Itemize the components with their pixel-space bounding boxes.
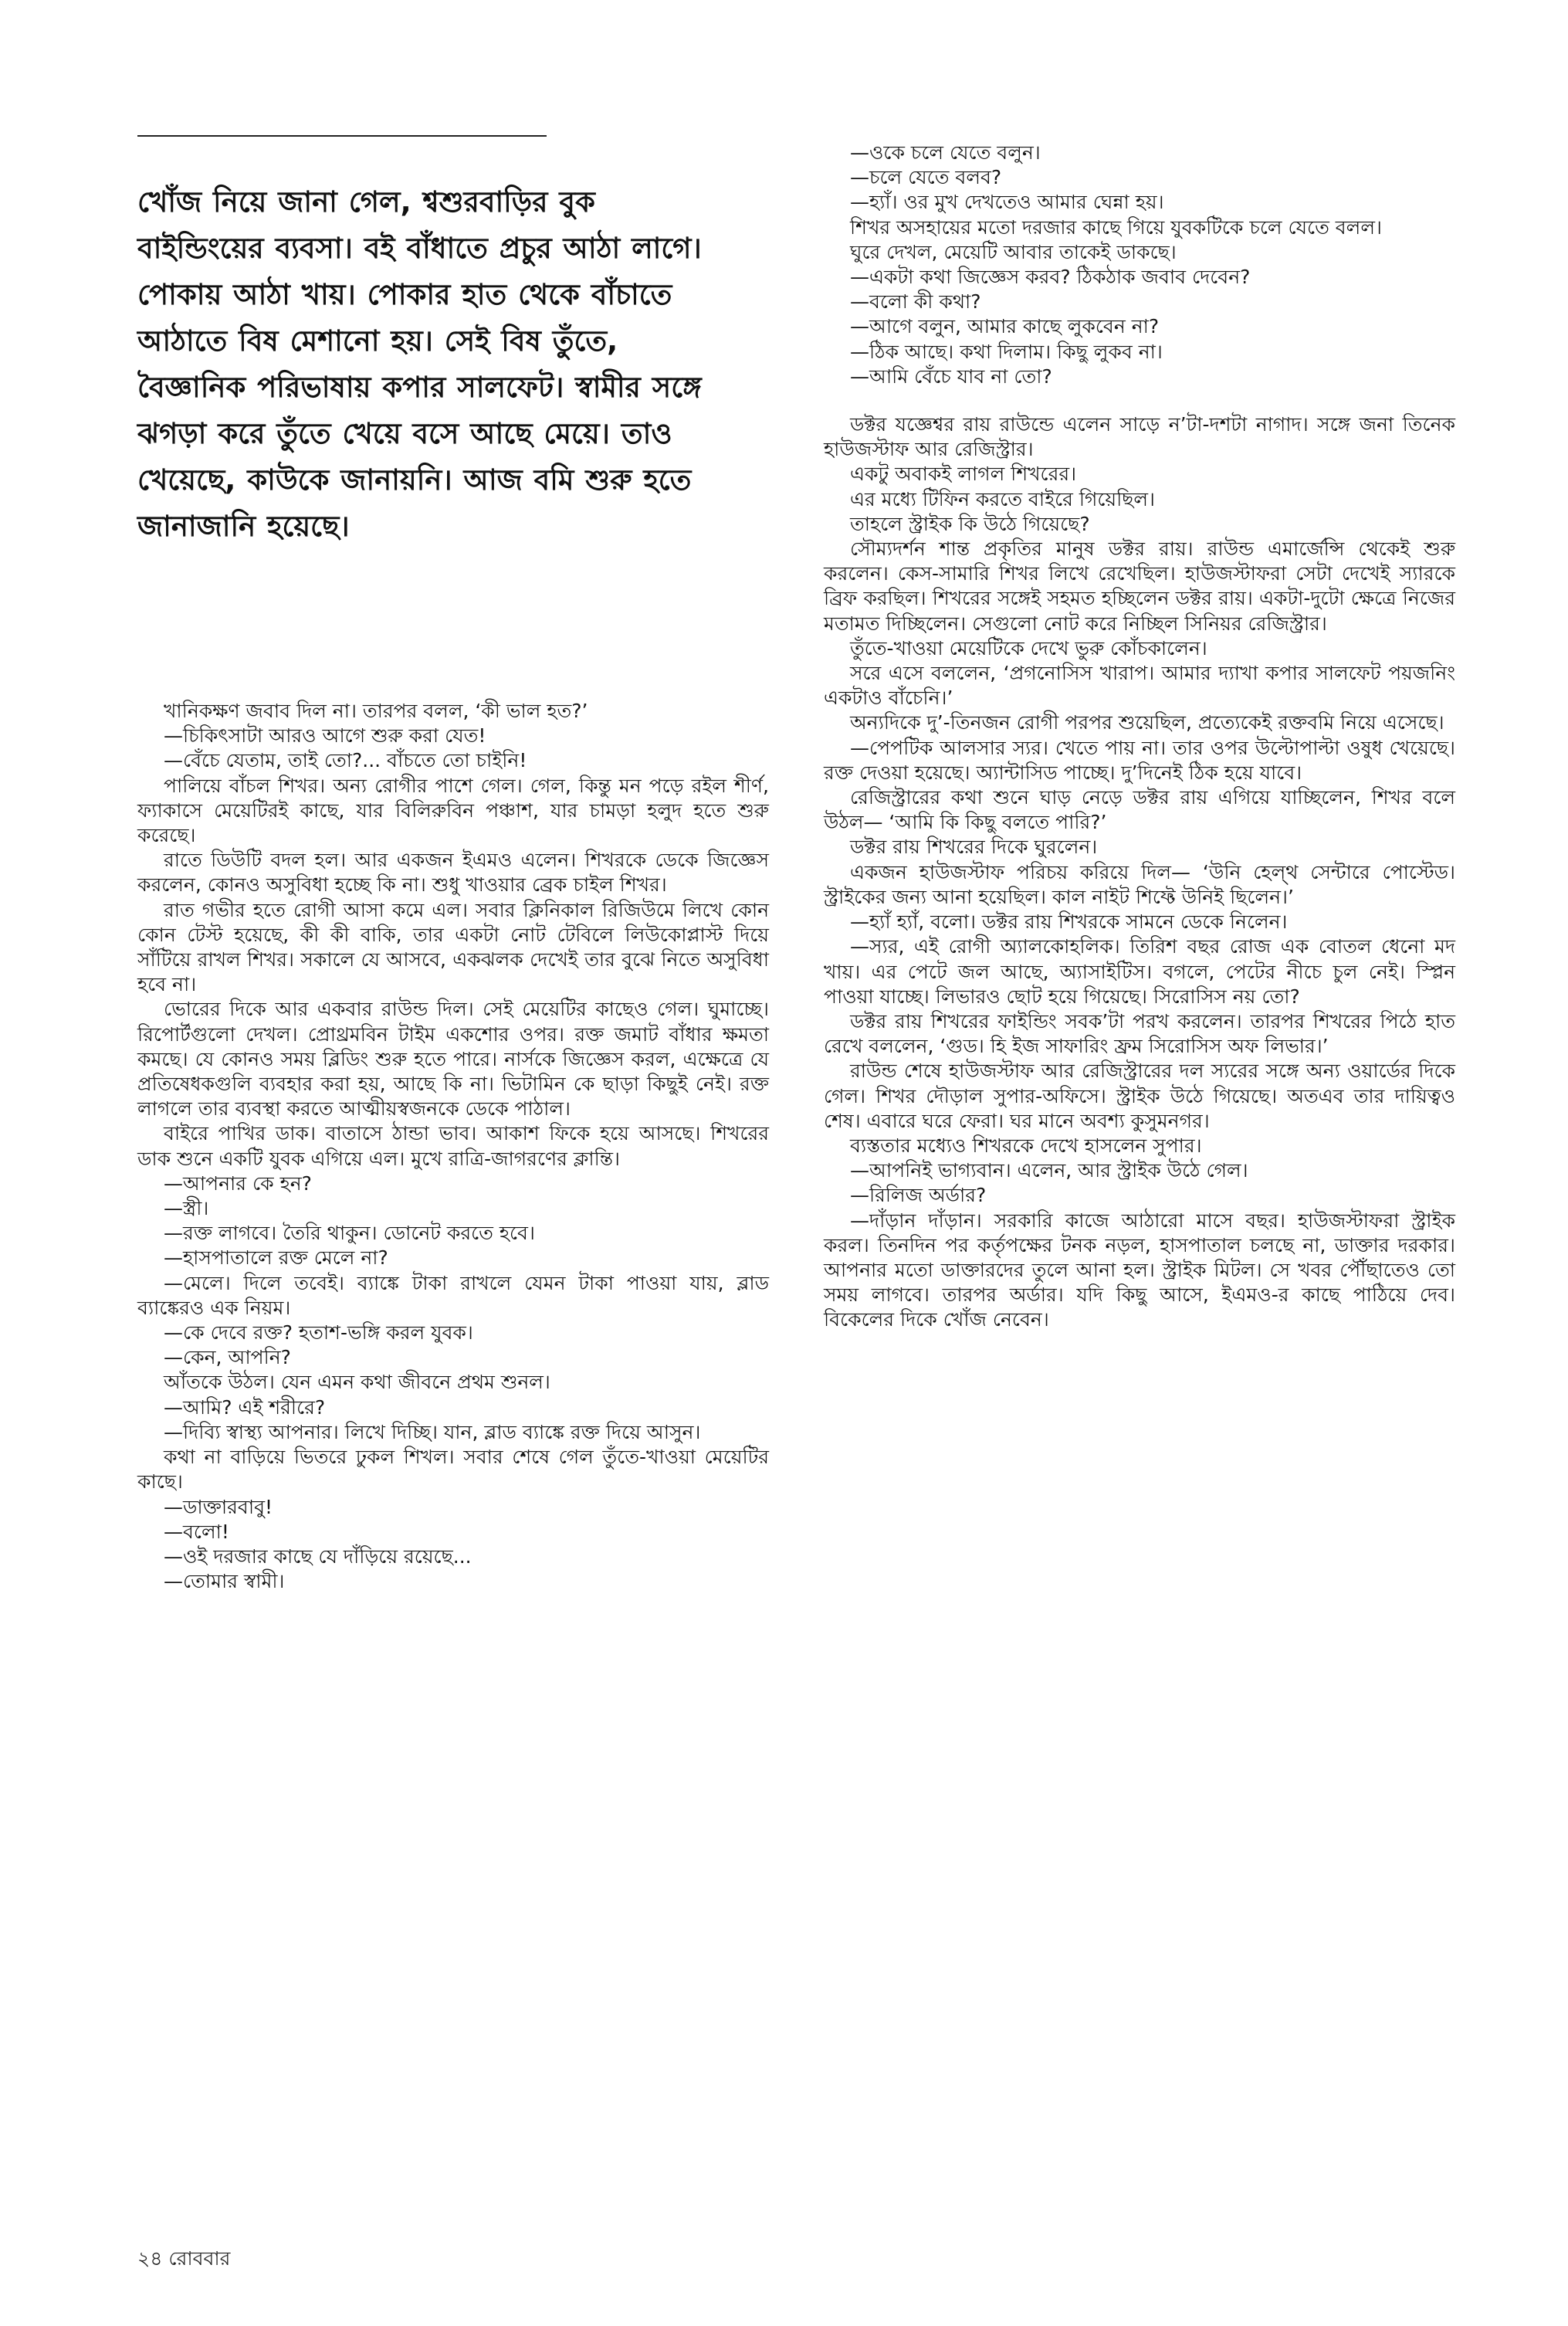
paragraph: একটু অবাকই লাগল শিখরের। [850,463,1077,486]
paragraph: —বলো কী কথা? [850,290,981,314]
paragraph: —বেঁচে যেতাম, তাই তো?... বাঁচতে তো চাইনি! [164,749,527,772]
right-column [824,141,1455,1333]
paragraph: —রক্ত লাগবে। তৈরি থাকুন। ডোনেট করতে হবে। [164,1222,535,1245]
paragraph: রাতে ডিউটি বদল হল। আর একজন ইএমও এলেন। শিখরকে ডেকে জিজ্ঞেস করলেন, কোনও অসুবিধা হচ্ছে কি না। শুধু খাওয়ার ব্রেক চাইল শিখর। [137,849,769,897]
pull-quote: খোঁজ নিয়ে জানা গেল, শ্বশুরবাড়ির বুক বাইন্ডিংয়ের ব্যবসা। বই বাঁধাতে প্রচুর আঠা লাগে। পোকায় আঠা খায়। পোকার হাত থেকে বাঁচাতে আঠাতে বিষ মেশানো হয়। সেই বিষ তুঁতে, বৈজ্ঞানিক পরিভাষায় কপার সালফেট। স্বামীর সঙ্গে ঝগড়া করে তুঁতে খেয়ে বসে আছে মেয়ে। তাও খেয়েছে, কাউকে জানায়নি। আজ বমি শুরু হতে জানাজানি হয়েছে। [137,185,702,543]
paragraph: খানিকক্ষণ জবাব দিল না। তারপর বলল, ‘কী ভাল হত?’ [164,700,588,722]
paragraph: কথা না বাড়িয়ে ভিতরে ঢুকল শিখল। সবার শেষে গেল তুঁতে-খাওয়া মেয়েটির কাছে। [137,1446,769,1494]
paragraph: —আমি বেঁচে যাব না তো? [850,364,1052,388]
paragraph: —কে দেবে রক্ত? হতাশ-ভঙ্গি করল যুবক। [164,1321,473,1344]
paragraph: —ওই দরজার কাছে যে দাঁড়িয়ে রয়েছে... [164,1544,472,1568]
paragraph: বাইরে পাখির ডাক। বাতাসে ঠান্ডা ভাব। আকাশ ফিকে হয়ে আসছে। শিখরের ডাক শুনে একটি যুবক এগিয়ে এল। মুখে রাত্রি-জাগরণের ক্লান্তি। [137,1122,769,1170]
paragraph: ঘুরে দেখল, মেয়েটি আবার তাকেই ডাকছে। [850,240,1177,263]
paragraph: রেজিস্ট্রারের কথা শুনে ঘাড় নেড়ে ডক্টর রায় এগিয়ে যাচ্ছিলেন, শিখর বলে উঠল— ‘আমি কি কিছু বলতে পারি?’ [824,786,1455,834]
paragraph: রাউন্ড শেষে হাউজস্টাফ আর রেজিস্ট্রারের দল স্যরের সঙ্গে অন্য ওয়ার্ডের দিকে গেল। শিখর দৌড়াল সুপার-অফিসে। স্ট্রাইক উঠে গিয়েছে। অতএব তার দায়িত্বও শেষ। এবারে ঘরে ফেরা। ঘর মানে অবশ্য কুসুমনগর। [824,1060,1455,1132]
paragraph: ডক্টর যজ্ঞেশ্বর রায় রাউন্ডে এলেন সাড়ে ন’টা-দশটা নাগাদ। সঙ্গে জনা তিনেক হাউজস্টাফ আর রেজিস্ট্রার। [824,413,1455,461]
paragraph: অন্যদিকে দু’-তিনজন রোগী পরপর শুয়েছিল, প্রত্যেকেই রক্তবমি নিয়ে এসেছে। [850,711,1444,734]
paragraph: —রিলিজ অর্ডার? [850,1184,987,1207]
paragraph: —একটা কথা জিজ্ঞেস করব? ঠিকঠাক জবাব দেবেন? [850,266,1251,289]
paragraph: শিখর অসহায়ের মতো দরজার কাছে গিয়ে যুবকটিকে চলে যেতে বলল। [850,215,1382,239]
paragraph: —স্যর, এই রোগী অ্যালকোহলিক। তিরিশ বছর রোজ এক বোতল ধেনো মদ খায়। এর পেটে জল আছে, অ্যাসাইটিস। বগলে, পেটের নীচে চুল নেই। স্প্লিন পাওয়া যাচ্ছে। লিভারও ছোট হয়ে গিয়েছে। সিরোসিস নয় তো? [824,935,1455,1008]
paragraph: —আমি? এই শরীরে? [164,1395,326,1419]
paragraph: ডক্টর রায় শিখরের ফাইন্ডিং সবক’টা পরখ করলেন। তারপর শিখরের পিঠে হাত রেখে বললেন, ‘গুড। হি ইজ সাফারিং ফ্রম সিরোসিস অফ লিভার।’ [824,1009,1455,1058]
left-column [137,699,769,1594]
paragraph: —দিব্যি স্বাস্থ্য আপনার। লিখে দিচ্ছি। যান, ব্লাড ব্যাঙ্কে রক্ত দিয়ে আসুন। [164,1420,701,1443]
paragraph: —আপনার কে হন? [164,1171,312,1195]
paragraph: —চিকিৎসাটা আরও আগে শুরু করা যেত! [164,724,486,748]
paragraph: এর মধ্যে টিফিন করতে বাইরে গিয়েছিল। [850,487,1156,510]
paragraph: তাহলে স্ট্রাইক কি উঠে গিয়েছে? [850,512,1090,535]
paragraph: ব্যস্ততার মধ্যেও শিখরকে দেখে হাসলেন সুপার। [850,1134,1202,1157]
paragraph: ভোরের দিকে আর একবার রাউন্ড দিল। সেই মেয়েটির কাছেও গেল। ঘুমাচ্ছে। রিপোর্টগুলো দেখল। প্রোথ্রমবিন টাইম একশোর ওপর। রক্ত জমাট বাঁধার ক্ষমতা কমছে। যে কোনও সময় ব্লিডিং শুরু হতে পারে। নার্সকে জিজ্ঞেস করল, এক্ষেত্রে যে প্রতিষেধকগুলি ব্যবহার করা হয়, আছে কি না। ভিটামিন কে ছাড়া কিছুই নেই। রক্ত লাগলে তার ব্যবস্থা করতে আত্মীয়স্বজনকে ডেকে পাঠাল। [137,998,769,1121]
paragraph: পালিয়ে বাঁচল শিখর। অন্য রোগীর পাশে গেল। গেল, কিন্তু মন পড়ে রইল শীর্ণ, ফ্যাকাসে মেয়েটিরই কাছে, যার বিলিরুবিন পঞ্চাশ, যার চামড়া হলুদ হতে শুরু করেছে। [137,774,769,847]
paragraph: ডক্টর রায় শিখরের দিকে ঘুরলেন। [850,836,1098,859]
paragraph: —তোমার স্বামী। [164,1570,285,1593]
paragraph: —মেলে। দিলে তবেই। ব্যাঙ্কে টাকা রাখলে যেমন টাকা পাওয়া যায়, ব্লাড ব্যাঙ্কেরও এক নিয়ম। [137,1271,769,1319]
section-break [824,389,1455,412]
paragraph: —বলো! [164,1520,229,1543]
paragraph: —হ্যাঁ হ্যাঁ, বলো। ডক্টর রায় শিখরকে সামনে ডেকে নিলেন। [850,910,1288,934]
paragraph: —আপনিই ভাগ্যবান। এলেন, আর স্ট্রাইক উঠে গেল। [850,1159,1248,1182]
paragraph: —ঠিক আছে। কথা দিলাম। কিছু লুকব না। [850,340,1163,363]
paragraph: —আগে বলুন, আমার কাছে লুকবেন না? [850,315,1160,338]
paragraph: তুঁতে-খাওয়া মেয়েটিকে দেখে ভুরু কোঁচকালেন। [850,636,1207,659]
right-column-dialogue [824,141,1455,389]
paragraph: —ডাক্তারবাবু! [164,1495,273,1518]
paragraph: —হ্যাঁ। ওর মুখ দেখতেও আমার ঘেন্না হয়। [850,191,1164,214]
paragraph: আঁতকে উঠল। যেন এমন কথা জীবনে প্রথম শুনল। [164,1371,550,1394]
paragraph: একজন হাউজস্টাফ পরিচয় করিয়ে দিল— ‘উনি হেল্থ সেন্টারে পোস্টেড। স্ট্রাইকের জন্য আনা হয়েছিল। কাল নাইট শিফ্টে উনিই ছিলেন।’ [824,860,1455,908]
right-column-round [824,412,1455,1333]
top-rule [137,135,547,137]
paragraph: সরে এসে বললেন, ‘প্রগনোসিস খারাপ। আমার দ্যাখা কপার সালফেট পয়জনিং একটাও বাঁচেনি।’ [824,662,1455,710]
paragraph: —স্ত্রী। [164,1197,209,1220]
paragraph: —দাঁড়ান দাঁড়ান। সরকারি কাজে আঠারো মাসে বছর। হাউজস্টাফরা স্ট্রাইক করল। তিনদিন পর কর্তৃপক্ষের টনক নড়ল, হাসপাতাল চলছে না, ডাক্তার দরকার। আপনার মতো ডাক্তারদের তুলে আনা হল। স্ট্রাইক মিটল। সে খবর পৌঁছাতেও তো সময় লাগবে। তারপর অর্ডার। যদি কিছু আসে, ইএমও-র কাছে পাঠিয়ে দেব। বিকেলের দিকে খোঁজ নেবেন। [824,1209,1455,1331]
paragraph: সৌম্যদর্শন শান্ত প্রকৃতির মানুষ ডক্টর রায়। রাউন্ড এমার্জেন্সি থেকেই শুরু করলেন। কেস-সামারি শিখর লিখে রেখেছিল। হাউজস্টাফরা সেটা দেখেই স্যারকে ব্রিফ করছিল। শিখরের সঙ্গেই সহমত হচ্ছিলেন ডক্টর রায়। একটা-দুটো ক্ষেত্রে নিজের মতামত দিচ্ছিলেন। সেগুলো নোট করে নিচ্ছিল সিনিয়র রেজিস্ট্রার। [824,537,1455,635]
page-folio: ২৪ রোববার [137,2247,231,2270]
paragraph: —ওকে চলে যেতে বলুন। [850,141,1041,164]
paragraph: —কেন, আপনি? [164,1346,291,1369]
paragraph: —পেপটিক আলসার স্যর। খেতে পায় না। তার ওপর উল্টোপাল্টা ওষুধ খেয়েছে। রক্ত দেওয়া হয়েছে। অ্যান্টাসিড পাচ্ছে। দু’দিনেই ঠিক হয়ে যাবে। [824,736,1455,784]
paragraph: —হাসপাতালে রক্ত মেলে না? [164,1246,388,1270]
paragraph: রাত গভীর হতে রোগী আসা কমে এল। সবার ক্লিনিকাল রিজিউমে লিখে কোন কোন টেস্ট হয়েছে, কী কী বাকি, তার একটা নোট টেবিলে লিউকোপ্লাস্ট দিয়ে সাঁটিয়ে রাখল শিখর। সকালে যে আসবে, একঝলক দেখেই তার বুঝে নিতে অসুবিধা হবে না। [137,898,769,996]
paragraph: —চলে যেতে বলব? [850,166,1002,189]
